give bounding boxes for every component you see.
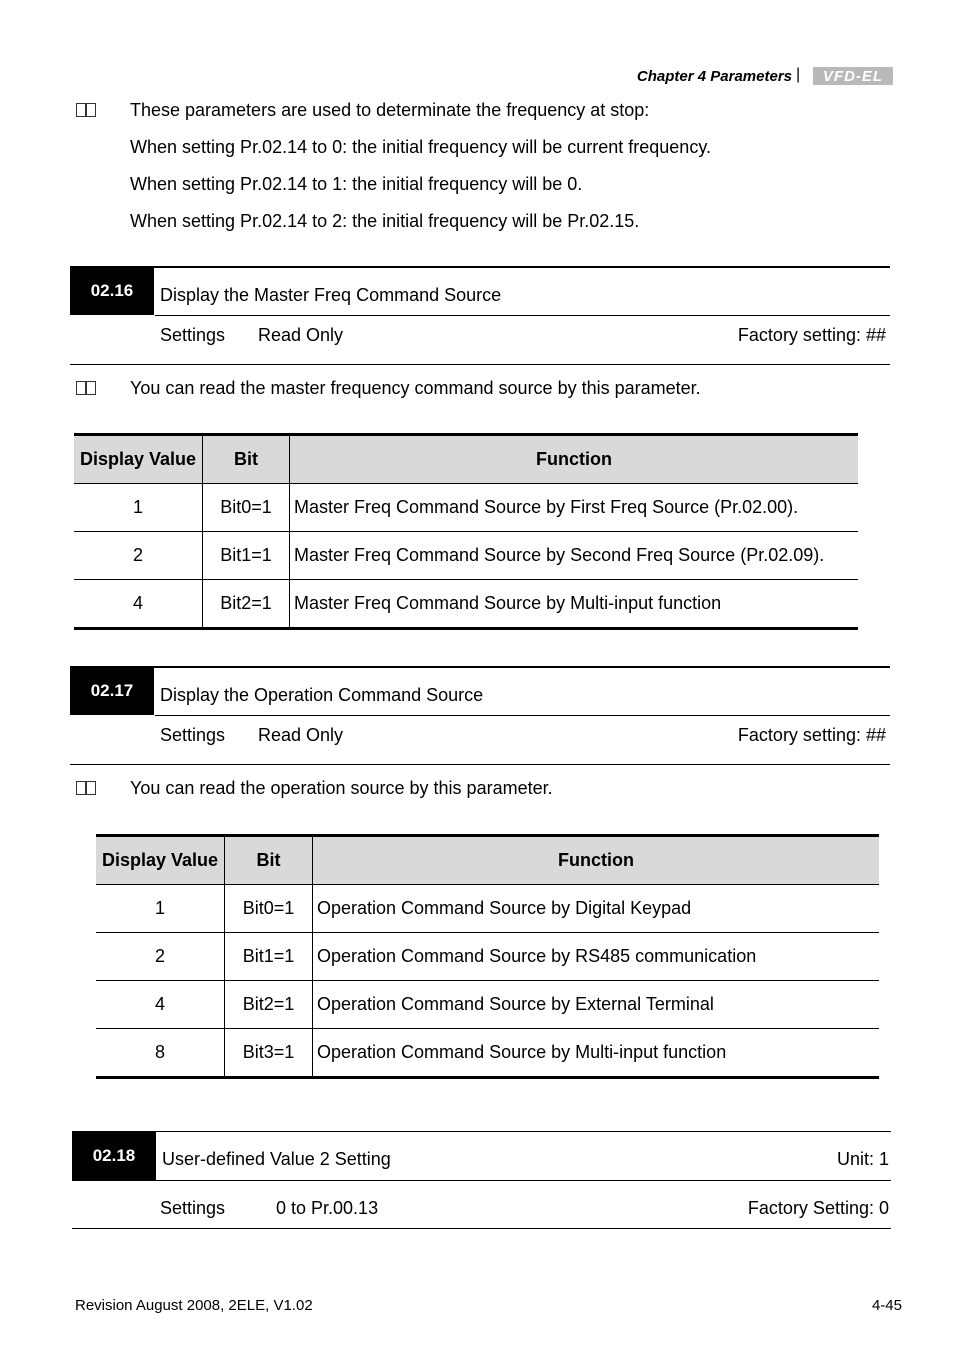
divider	[72, 1180, 891, 1181]
settings-label: Settings	[160, 1198, 226, 1218]
divider	[155, 715, 890, 716]
display-value-cell: 8	[96, 1029, 225, 1078]
table-row	[96, 885, 879, 933]
chapter-title: Chapter 4 Parameters	[636, 68, 792, 85]
function-cell: Operation Command Source by External Terminal	[313, 981, 880, 1029]
bit-cell: Bit2=1	[203, 580, 290, 629]
function-cell: Master Freq Command Source by Second Freq Source (Pr.02.09).	[290, 532, 859, 580]
bit-table-02-17	[96, 834, 879, 1079]
settings-value: Read Only	[258, 725, 344, 745]
settings-label: Settings	[160, 325, 226, 345]
table-row	[96, 933, 879, 981]
table-row	[96, 1029, 879, 1078]
factory-setting: Factory Setting: 0	[747, 1198, 889, 1218]
function-cell: Operation Command Source by Multi-input function	[313, 1029, 880, 1078]
factory-setting: Factory setting: ##	[737, 325, 886, 345]
book-icon	[76, 102, 96, 118]
param-note: You can read the operation source by this parameter.	[130, 778, 553, 798]
display-value-cell: 1	[96, 885, 225, 933]
settings-value: 0 to Pr.00.13	[276, 1198, 379, 1218]
param-id: 02.16	[70, 266, 154, 315]
display-value-cell: 1	[74, 484, 203, 532]
settings-label: Settings	[160, 725, 226, 745]
param-note: You can read the master frequency command source by this parameter.	[130, 378, 701, 398]
bit-cell: Bit3=1	[225, 1029, 313, 1078]
param-02-18	[72, 1131, 891, 1231]
product-logo: VFD-EL	[813, 67, 893, 85]
param-02-16	[70, 266, 890, 366]
settings-value: Read Only	[258, 325, 344, 345]
column-header: Function	[290, 435, 859, 484]
page-number: 4-45	[871, 1297, 902, 1314]
factory-setting: Factory setting: ##	[737, 725, 886, 745]
table-row	[74, 484, 858, 532]
column-header: Bit	[203, 435, 290, 484]
column-header: Function	[313, 836, 880, 885]
table-row	[96, 981, 879, 1029]
bit-cell: Bit0=1	[225, 885, 313, 933]
param-title: User-defined Value 2 Setting	[162, 1149, 391, 1169]
function-cell: Operation Command Source by Digital Keypad	[313, 885, 880, 933]
bit-cell: Bit0=1	[203, 484, 290, 532]
divider	[70, 666, 890, 668]
param-02-17	[70, 666, 890, 766]
function-cell: Operation Command Source by RS485 communication	[313, 933, 880, 981]
display-value-cell: 4	[96, 981, 225, 1029]
param-unit: Unit: 1	[836, 1149, 889, 1169]
bit-cell: Bit2=1	[225, 981, 313, 1029]
table-row	[74, 580, 858, 629]
divider	[70, 266, 890, 268]
intro-line: When setting Pr.02.14 to 2: the initial frequency will be Pr.02.15.	[130, 211, 640, 231]
column-header: Display Value	[74, 435, 203, 484]
table-row	[74, 532, 858, 580]
divider	[155, 315, 890, 316]
divider	[72, 1131, 891, 1132]
divider	[72, 1228, 891, 1229]
param-id: 02.17	[70, 666, 154, 715]
bit-cell: Bit1=1	[225, 933, 313, 981]
divider	[70, 364, 890, 365]
display-value-cell: 2	[96, 933, 225, 981]
column-header: Display Value	[96, 836, 225, 885]
param-title: Display the Operation Command Source	[160, 685, 484, 705]
param-id: 02.18	[72, 1131, 156, 1181]
display-value-cell: 4	[74, 580, 203, 629]
intro-line: When setting Pr.02.14 to 1: the initial frequency will be 0.	[130, 174, 583, 194]
column-header: Bit	[225, 836, 313, 885]
bit-cell: Bit1=1	[203, 532, 290, 580]
header-separator: |	[796, 66, 801, 83]
intro-line: These parameters are used to determinate the frequency at stop:	[130, 100, 650, 120]
function-cell: Master Freq Command Source by First Freq Source (Pr.02.00).	[290, 484, 859, 532]
function-cell: Master Freq Command Source by Multi-input function	[290, 580, 859, 629]
divider	[70, 764, 890, 765]
param-title: Display the Master Freq Command Source	[160, 285, 502, 305]
book-icon	[76, 380, 96, 396]
display-value-cell: 2	[74, 532, 203, 580]
revision-note: Revision August 2008, 2ELE, V1.02	[75, 1297, 313, 1314]
bit-table-02-16	[74, 433, 858, 630]
intro-line: When setting Pr.02.14 to 0: the initial frequency will be current frequency.	[130, 137, 711, 157]
book-icon	[76, 780, 96, 796]
